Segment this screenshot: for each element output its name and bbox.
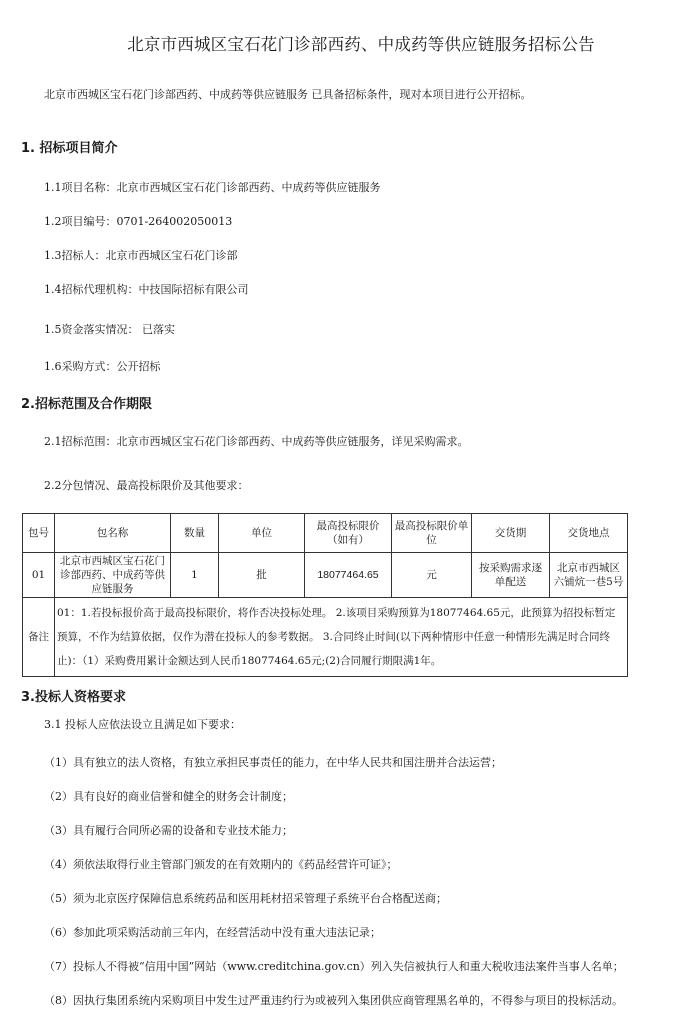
col-header-package-no: 包号 — [23, 514, 55, 553]
cell-price-unit: 元 — [392, 553, 472, 598]
cell-package-name: 北京市西城区宝石花门诊部西药、中成药等供应链服务 — [55, 553, 171, 598]
package-table — [22, 513, 628, 677]
item-2-1-scope: 2.1招标范围：北京市西城区宝石花门诊部西药、中成药等供应链服务，详见采购需求。 — [44, 435, 469, 448]
cell-delivery-place: 北京市西城区六铺炕一巷5号 — [550, 553, 628, 598]
col-header-unit: 单位 — [219, 514, 305, 553]
requirement-item-8: （8）因执行集团系统内采购项目中发生过严重违约行为或被列入集团供应商管理黑名单的，不得参与项目的投标活动。 — [44, 994, 623, 1007]
cell-delivery-time: 按采购需求逐单配送 — [472, 553, 550, 598]
cell-note-text: 01：1.若投标报价高于最高投标限价，将作否决投标处理。 2.该项目采购预算为18077464.65元，此预算为招投标暂定预算，不作为结算依据，仅作为潜在投标人的参考数据。 3.合同终止时间(以下两种情形中任意一种情形先满足时合同终止)：（1）采购费用累计金额达到人民币18077464.65元;(2)合同履行期限满1年。 — [55, 598, 628, 677]
col-header-max-price: 最高投标限价（如有） — [305, 514, 392, 553]
requirement-item-6: （6）参加此项采购活动前三年内，在经营活动中没有重大违法记录； — [44, 926, 381, 939]
col-header-delivery-place: 交货地点 — [550, 514, 628, 553]
cell-unit: 批 — [219, 553, 305, 598]
requirement-item-5: （5）须为北京医疗保障信息系统药品和医用耗材招采管理子系统平台合格配送商； — [44, 892, 447, 905]
table-header-row — [23, 514, 628, 553]
col-header-price-unit: 最高投标限价单位 — [392, 514, 472, 553]
item-1-2-project-number: 1.2项目编号：0701-264002050013 — [44, 215, 233, 228]
cell-note-label: 备注 — [23, 598, 55, 677]
item-2-2-packages: 2.2分包情况、最高投标限价及其他要求： — [44, 479, 249, 492]
cell-quantity: 1 — [171, 553, 219, 598]
section-1-heading: 1. 招标项目简介 — [21, 141, 118, 156]
section-3-heading: 3.投标人资格要求 — [21, 690, 126, 705]
requirement-item-3: （3）具有履行合同所必需的设备和专业技术能力； — [44, 824, 293, 837]
section-2-heading: 2.招标范围及合作期限 — [21, 397, 152, 412]
item-1-6-procurement-method: 1.6采购方式：公开招标 — [44, 360, 161, 373]
col-header-quantity: 数量 — [171, 514, 219, 553]
col-header-package-name: 包名称 — [55, 514, 171, 553]
item-1-1-project-name: 1.1项目名称：北京市西城区宝石花门诊部西药、中成药等供应链服务 — [44, 181, 381, 194]
intro-paragraph: 北京市西城区宝石花门诊部西药、中成药等供应链服务 已具备招标条件，现对本项目进行公开招标。 — [44, 88, 532, 101]
requirement-item-1: （1）具有独立的法人资格，有独立承担民事责任的能力，在中华人民共和国注册并合法运营； — [44, 756, 502, 769]
item-1-3-tenderer: 1.3招标人：北京市西城区宝石花门诊部 — [44, 249, 238, 262]
col-header-delivery-time: 交货期 — [472, 514, 550, 553]
requirement-item-7: （7）投标人不得被“信用中国”网站（www.creditchina.gov.cn）列入失信被执行人和重大税收违法案件当事人名单； — [44, 960, 624, 973]
item-1-4-agency: 1.4招标代理机构：中技国际招标有限公司 — [44, 283, 249, 296]
cell-max-price: 18077464.65 — [305, 553, 392, 598]
requirement-item-2: （2）具有良好的商业信誉和健全的财务会计制度； — [44, 790, 293, 803]
table-note-row — [23, 598, 628, 677]
cell-package-no: 01 — [23, 553, 55, 598]
item-3-1-intro: 3.1 投标人应依法设立且满足如下要求： — [44, 718, 241, 731]
table-row — [23, 553, 628, 598]
page-title: 北京市西城区宝石花门诊部西药、中成药等供应链服务招标公告 — [127, 35, 595, 54]
item-1-5-funding: 1.5资金落实情况： 已落实 — [44, 323, 175, 336]
requirement-item-4: （4）须依法取得行业主管部门颁发的在有效期内的《药品经营许可证》； — [44, 858, 398, 871]
